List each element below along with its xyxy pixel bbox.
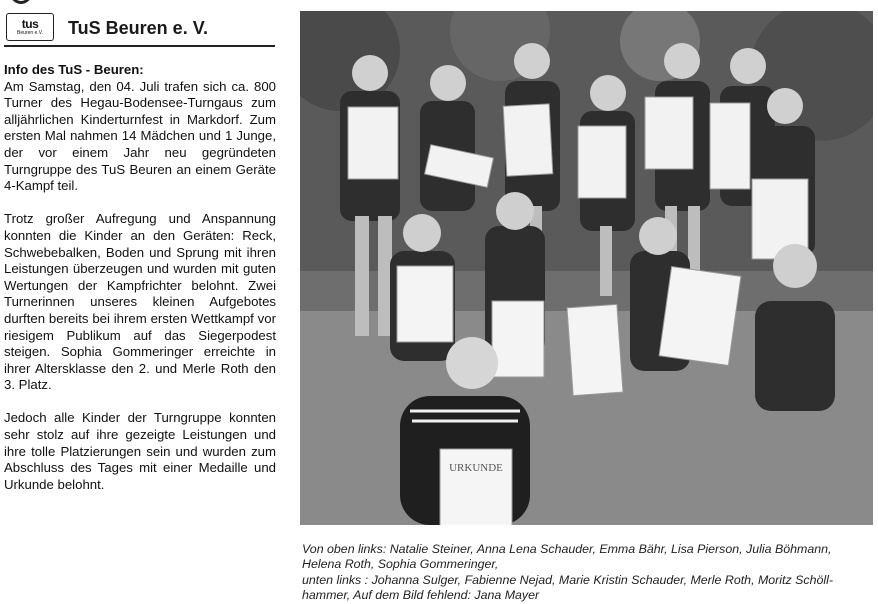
group-photo-illustration bbox=[300, 11, 873, 525]
photo-caption bbox=[302, 542, 874, 604]
caption-line-3: unten links : Johanna Sulger, Fabienne Nejad, Marie Kristin Schauder, Merle Roth, Moritz Schöll- bbox=[302, 572, 833, 587]
article-paragraph-1 bbox=[4, 62, 276, 195]
article-heading: Info des TuS - Beuren: bbox=[4, 62, 144, 77]
logo-sub-text: Beuren e.V. bbox=[17, 30, 43, 36]
page-corner-ornament bbox=[10, 0, 32, 4]
page-title: TuS Beuren e. V. bbox=[68, 18, 209, 38]
article-paragraph-1-text: Am Samstag, den 04. Juli trafen sich ca. 800 Turner des Hegau-Bodensee-Turngaus zum alljährlichen Kinderturnfest in Markdorf. Zum ersten Mal nahmen 14 Mädchen und 1 Junge, der vor einem Jahr neu gegründeten Turngruppe des TuS Beuren an einem Geräte 4-Kampf teil. bbox=[4, 78, 276, 194]
caption-line-2: Helena Roth, Sophia Gommeringer, bbox=[302, 557, 499, 572]
caption-line-4: hammer, Auf dem Bild fehlend: Jana Mayer bbox=[302, 588, 540, 603]
article-paragraph-2: Trotz großer Aufregung und Anspannung konnten die Kinder an den Geräten: Reck, Schwebebalken, Boden und Sprung mit ihren Leistungen überzeugen und wurden mit guten Wertungen der Kampfrichter belohnt. Zwei Turnerinnen unseres kleinen Aufgebotes durften bereits bei ihrem ersten Wettkampf vor riesigem Publikum auf das Siegerpodest steigen. Sophia Gommeringer erreichte in ihrer Altersklasse den 2. und Merle Roth den 3. Platz. bbox=[4, 211, 276, 393]
article-body bbox=[4, 62, 276, 510]
certificate-title: URKUNDE bbox=[449, 462, 503, 474]
header-divider bbox=[4, 45, 275, 47]
group-photo bbox=[300, 11, 873, 525]
club-logo bbox=[6, 13, 54, 41]
caption-line-1: Von oben links: Natalie Steiner, Anna Lena Schauder, Emma Bähr, Lisa Pierson, Julia Böhmann, bbox=[302, 542, 832, 556]
article-paragraph-3: Jedoch alle Kinder der Turngruppe konnten sehr stolz auf ihre gezeigte Leistungen und ihre tolle Platzierungen sein und wurden zum Abschluss des Tages mit einer Medaille und Urkunde belohnt. bbox=[4, 410, 276, 492]
logo-main-text: tus bbox=[21, 17, 39, 31]
